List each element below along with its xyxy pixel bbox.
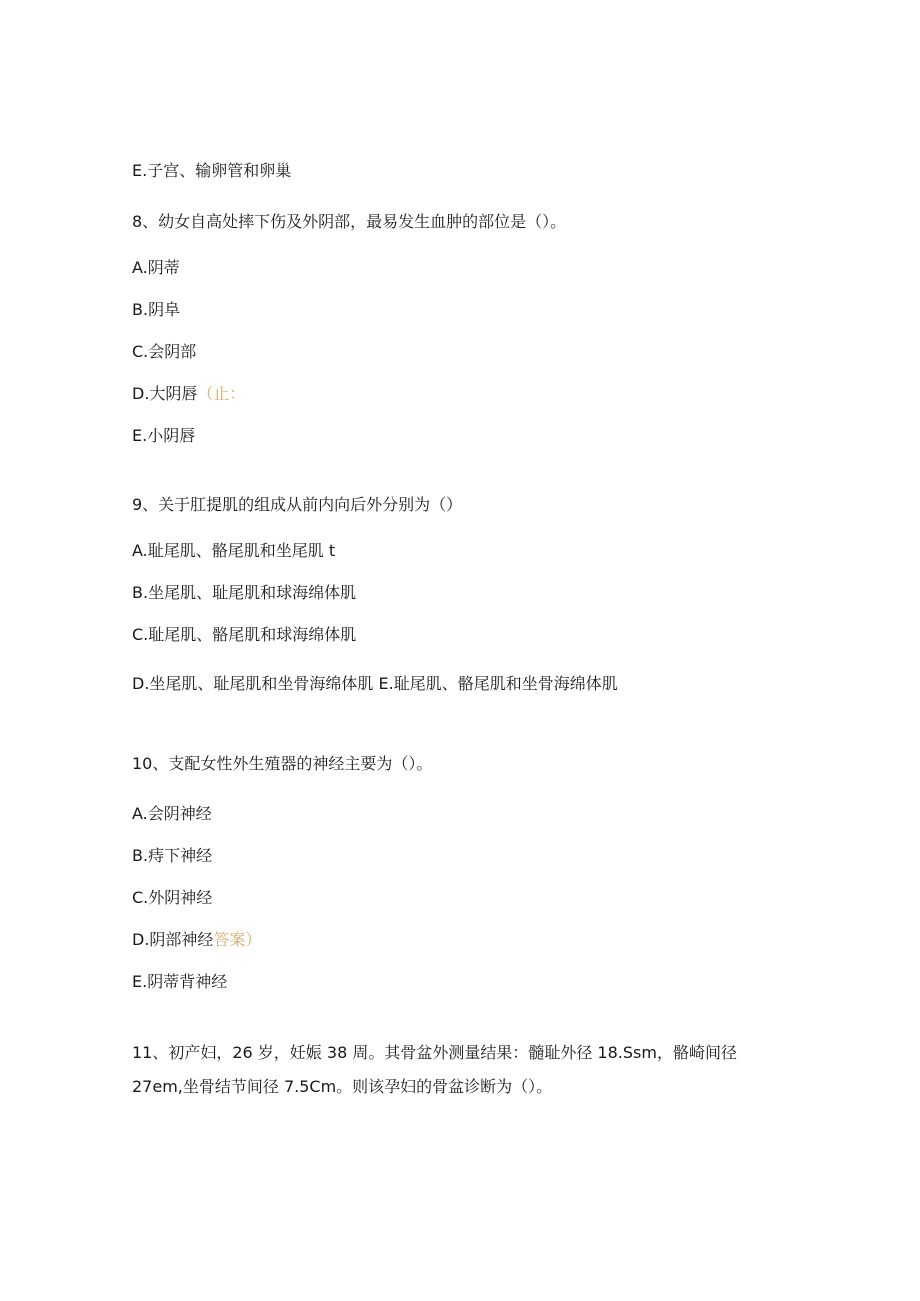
- q8-option-d: [132, 384, 245, 404]
- q8-option-e: E.小阴唇: [132, 426, 196, 445]
- q10-stem: 10、支配女性外生殖器的神经主要为（）。: [132, 754, 433, 773]
- q10-option-a: A.会阴神经: [132, 804, 212, 823]
- q9-option-de: D.坐尾肌、耻尾肌和坐骨海绵体肌 E.耻尾肌、骼尾肌和坐骨海绵体肌: [132, 674, 618, 693]
- q9-stem: 9、关于肛提肌的组成从前内向后外分别为（）: [132, 495, 463, 514]
- q10-option-b: B.痔下神经: [132, 846, 213, 865]
- q10-answer-mark: 答案）: [213, 930, 262, 949]
- q8-option-a: A.阴蒂: [132, 258, 180, 277]
- q10-option-d: [132, 930, 261, 950]
- q10-option-e: E.阴蒂背神经: [132, 972, 228, 991]
- q8-option-c: C.会阴部: [132, 342, 197, 361]
- q8-stem: 8、幼女自高处摔下伤及外阴部，最易发生血肿的部位是（）。: [132, 212, 567, 231]
- q9-option-c: C.耻尾肌、骼尾肌和球海绵体肌: [132, 625, 357, 644]
- q9-option-a: A.耻尾肌、骼尾肌和坐尾肌 t: [132, 541, 336, 560]
- q9-option-b: B.坐尾肌、耻尾肌和球海绵体肌: [132, 583, 357, 602]
- q10-option-d-text: D.阴部神经: [132, 930, 214, 949]
- q11-stem-line2: 27em,坐骨结节间径 7.5Cm。则该孕妇的骨盆诊断为（）。: [132, 1077, 553, 1096]
- q11-stem-line1: 11、初产妇，26 岁，妊娠 38 周。其骨盆外测量结果：髓耻外径 18.Ssm，骼崎间径: [132, 1043, 737, 1062]
- q8-option-d-text: D.大阴唇: [132, 384, 198, 403]
- q8-option-b: B.阴阜: [132, 300, 181, 319]
- q7-option-e: E.子宫、输卵管和卵巢: [132, 161, 292, 180]
- q10-option-c: C.外阴神经: [132, 888, 213, 907]
- q8-answer-mark: （止：: [197, 384, 246, 403]
